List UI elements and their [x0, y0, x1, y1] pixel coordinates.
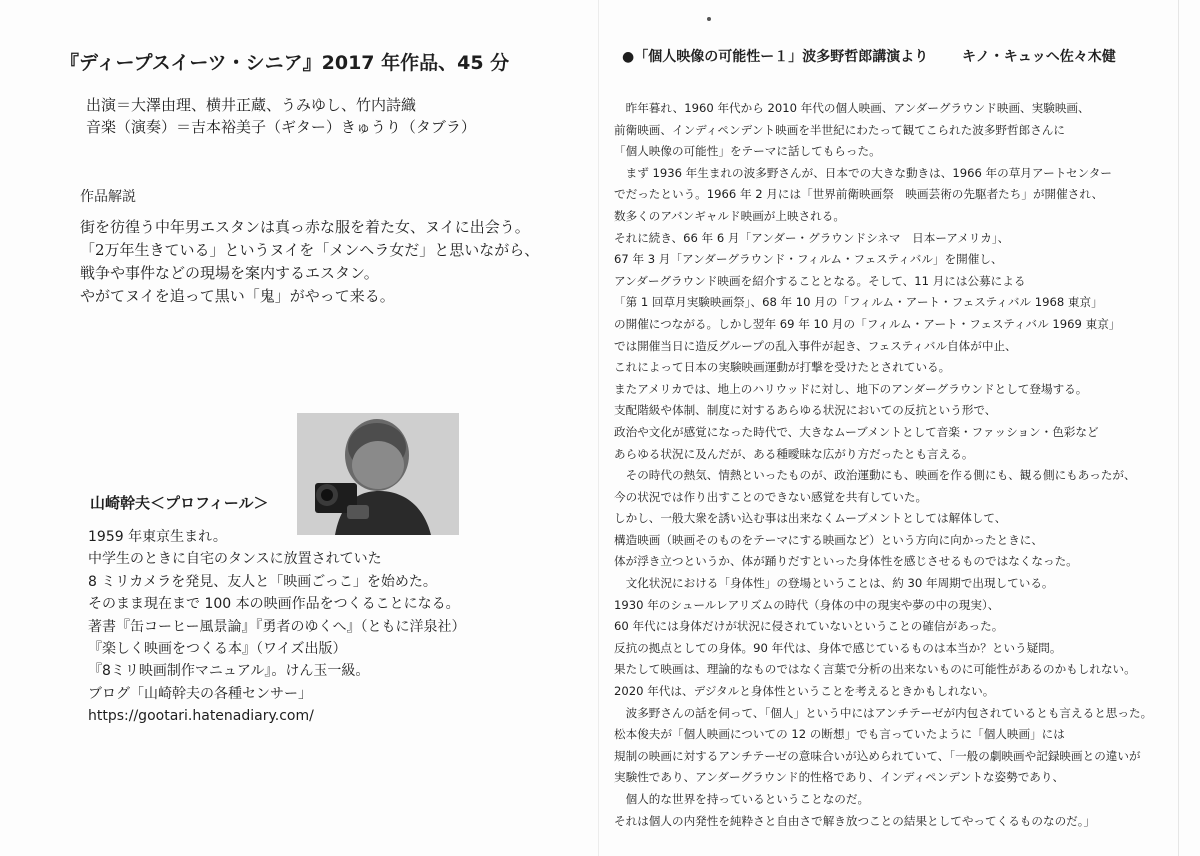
- profile-line: 8 ミリカメラを発見、友人と「映画ごっこ」を始めた。: [88, 573, 437, 590]
- lecture-line: 波多野さんの話を伺って、「個人」という中にはアンチテーゼが内包されているとも言えると思った。: [614, 705, 1153, 720]
- lecture-author: キノ・キュッヘ佐々木健: [962, 49, 1116, 65]
- lecture-line: 数多くのアバンギャルド映画が上映される。: [614, 208, 845, 223]
- synopsis-line: 戦争や事件などの現場を案内するエスタン。: [80, 264, 379, 282]
- lecture-line: 2020 年代は、デジタルと身体性ということを考えるときかもしれない。: [614, 684, 995, 699]
- lecture-line: でだったという。1966 年 2 月には「世界前衛映画祭 映画芸術の先駆者たち」が開催され、: [614, 187, 1104, 202]
- profile-text: [88, 526, 465, 728]
- profile-line: 『楽しく映画をつくる本』（ワイズ出版）: [88, 641, 347, 658]
- profile-line: 中学生のときに自宅のタンスに放置されていた: [88, 551, 382, 568]
- lecture-line: 構造映画（映画そのものをテーマにする映画など）という方向に向かったときに、: [614, 532, 1043, 547]
- synopsis-heading: 作品解説: [80, 189, 136, 205]
- lecture-line: 今の状況では作り出すことのできない感覚を共有していた。: [614, 489, 928, 504]
- lecture-line: 前衛映画、インディペンデント映画を半世紀にわたって観てこられた波多野哲郎さんに: [614, 122, 1065, 137]
- synopsis-line: 「2万年生きている」というヌイを「メンヘラ女だ」と思いながら、: [80, 241, 540, 259]
- page-edge-shadow: [1178, 0, 1179, 856]
- lecture-line: 60 年代には身体だけが状況に侵されていないということの確信があった。: [614, 619, 1004, 634]
- cast-line: 出演＝大澤由理、横井正蔵、うみゆし、竹内詩織: [86, 96, 417, 114]
- lecture-line: これによって日本の実験映画運動が打撃を受けたとされている。: [614, 360, 951, 375]
- lecture-line: またアメリカでは、地上のハリウッドに対し、地下のアンダーグラウンドとして登場する。: [614, 381, 1088, 396]
- profile-line: そのまま現在まで 100 本の映画作品をつくることになる。: [88, 596, 460, 613]
- director-portrait-photo: [297, 413, 459, 535]
- lecture-line: 1930 年のシュールレアリズムの時代（身体の中の現実や夢の中の現実）、: [614, 597, 1000, 612]
- lecture-line: 実験性であり、アンダーグラウンド的性格であり、インディペンデントな姿勢であり、: [614, 770, 1065, 785]
- lecture-line: その時代の熱気、情熱といったものが、政治運動にも、映画を作る側にも、観る側にもあったが、: [614, 468, 1136, 483]
- blog-url: https://gootari.hatenadiary.com/: [88, 708, 314, 725]
- lecture-line: 「第 1 回草月実験映画祭」、68 年 10 月の「フィルム・アート・フェスティバル 1968 東京」: [614, 295, 1103, 310]
- lecture-line: 文化状況における「身体性」の登場ということは、約 30 年周期で出現している。: [614, 576, 1054, 591]
- lecture-line: 松本俊夫が「個人映画についての 12 の断想」でも言っていたように「個人映画」には: [614, 727, 1065, 742]
- lecture-line: しかし、一般大衆を誘い込む事は出来なくムーブメントとしては解体して、: [614, 511, 1007, 526]
- lecture-line: アンダーグラウンド映画を紹介することとなる。そして、11 月には公募による: [614, 273, 1026, 288]
- lecture-line: 果たして映画は、理論的なものではなく言葉で分析の出来ないものに可能性があるのかもしれない。: [614, 662, 1136, 677]
- lecture-line: 個人的な世界を持っているということなのだ。: [614, 792, 870, 806]
- synopsis-text: [80, 216, 539, 308]
- lecture-line: の開催につながる。しかし翌年 69 年 10 月の「フィルム・アート・フェスティバル 1969 東京」: [614, 316, 1121, 331]
- lecture-line: 反抗の拠点としての身体。90 年代は、身体で感じているものは本当か？という疑問。: [614, 640, 1062, 655]
- lecture-line: 支配階級や体制、制度に対するあらゆる状況においての反抗という形で、: [614, 403, 997, 418]
- ink-speck: [707, 17, 711, 21]
- music-line: 音楽（演奏）＝吉本裕美子（ギター）きゅうり（タブラ）: [86, 118, 476, 136]
- lecture-text: [614, 98, 1152, 832]
- profile-line: ブログ「山崎幹夫の各種センサー」: [88, 685, 312, 702]
- synopsis-line: やがてヌイを追って黒い「鬼」がやって来る。: [80, 287, 395, 305]
- profile-line: 著書『缶コーヒー風景論』『勇者のゆくへ』（ともに洋泉社）: [88, 618, 466, 635]
- lecture-heading: ●「個人映像の可能性ー１」波多野哲郎講演より: [622, 49, 929, 65]
- synopsis-line: 街を彷徨う中年男エスタンは真っ赤な服を着た女、ヌイに出会う。: [80, 218, 530, 236]
- lecture-line: まず 1936 年生まれの波多野さんが、日本での大きな動きは、1966 年の草月アートセンター: [614, 165, 1112, 180]
- lecture-line: 昨年暮れ、1960 年代から 2010 年代の個人映画、アンダーグラウンド映画、実験映画、: [614, 101, 1090, 115]
- lecture-line: 体が浮き立つというか、体が踊りだすといった身体性を感じさせるものではなくなった。: [614, 554, 1078, 569]
- lecture-line: あらゆる状況に及んだが、ある種曖昧な広がり方だったとも言える。: [614, 446, 974, 461]
- lecture-line: では開催当日に造反グループの乱入事件が起き、フェスティバル自体が中止、: [614, 338, 1017, 353]
- lecture-line: それに続き、66 年 6 月「アンダー・グラウンドシネマ 日本ーアメリカ」、: [614, 230, 1010, 245]
- film-credits: [86, 94, 476, 138]
- profile-line: 『8ミリ映画制作マニュアル』。けん玉一級。: [88, 663, 370, 680]
- lecture-line: 政治や文化が感覚になった時代で、大きなムーブメントとして音楽・ファッション・色彩など: [614, 424, 1099, 439]
- profile-line: 1959 年東京生まれ。: [88, 529, 227, 545]
- page-fold-line: [598, 0, 599, 856]
- lecture-line: 67 年 3 月「アンダーグラウンド・フィルム・フェスティバル」を開催し、: [614, 252, 1003, 267]
- film-title: 『ディープスイーツ・シニア』2017 年作品、45 分: [60, 52, 510, 74]
- lecture-line: それは個人の内発性を純粋さと自由さで解き放つことの結果としてやってくるものなのだ。」: [614, 813, 1096, 828]
- lecture-line: 規制の映画に対するアンチテーゼの意味合いが込められていて、「一般の劇映画や記録映画との違いが: [614, 748, 1141, 763]
- lecture-line: 「個人映像の可能性」をテーマに話してもらった。: [614, 144, 881, 159]
- profile-heading: 山崎幹夫＜プロフィール＞: [90, 494, 269, 512]
